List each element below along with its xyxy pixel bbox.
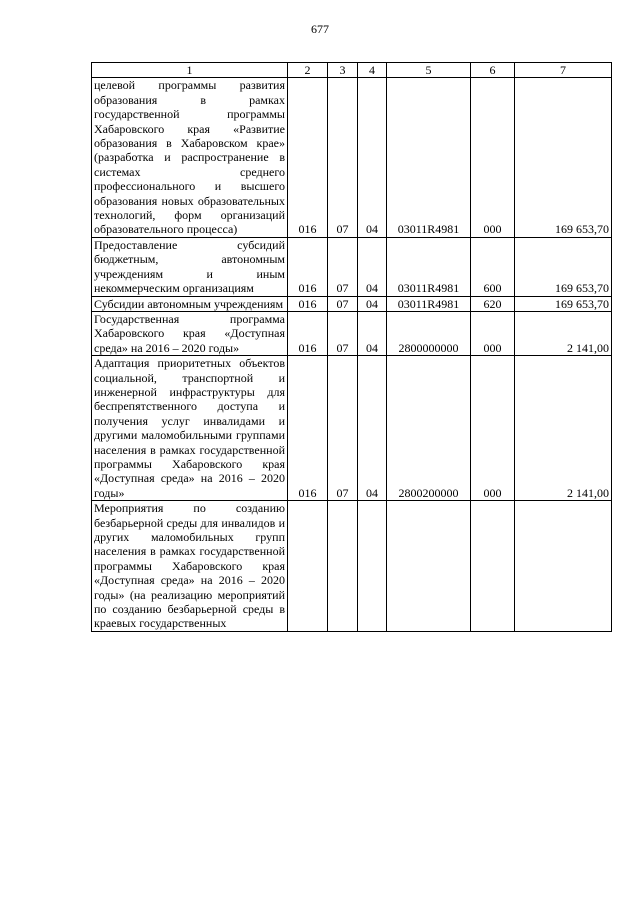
row-code-section: 07 bbox=[328, 296, 358, 311]
row-code-section: 07 bbox=[328, 237, 358, 296]
row-code-expense-type: 620 bbox=[471, 296, 515, 311]
row-code-target: 03011R4981 bbox=[387, 78, 471, 237]
row-code-subsection: 04 bbox=[358, 78, 387, 237]
page-number: 677 bbox=[311, 22, 329, 36]
budget-table bbox=[91, 62, 612, 632]
row-code-expense-type: 600 bbox=[471, 237, 515, 296]
row-name: Субсидии автономным учреждениям bbox=[92, 296, 288, 311]
header-col-7: 7 bbox=[515, 63, 612, 78]
table-row bbox=[92, 501, 612, 632]
row-code-target: 2800200000 bbox=[387, 356, 471, 501]
row-code-expense-type: 000 bbox=[471, 78, 515, 237]
header-col-6: 6 bbox=[471, 63, 515, 78]
row-code-subsection bbox=[358, 501, 387, 632]
row-code-target: 2800000000 bbox=[387, 311, 471, 355]
row-code-ministry: 016 bbox=[288, 237, 328, 296]
row-code-target bbox=[387, 501, 471, 632]
row-code-section: 07 bbox=[328, 311, 358, 355]
table-row bbox=[92, 356, 612, 501]
header-row bbox=[92, 63, 612, 78]
table-row bbox=[92, 296, 612, 311]
row-amount: 2 141,00 bbox=[515, 356, 612, 501]
row-code-subsection: 04 bbox=[358, 356, 387, 501]
row-code-subsection: 04 bbox=[358, 296, 387, 311]
row-code-expense-type: 000 bbox=[471, 356, 515, 501]
row-amount: 169 653,70 bbox=[515, 78, 612, 237]
row-code-section: 07 bbox=[328, 356, 358, 501]
row-code-ministry: 016 bbox=[288, 78, 328, 237]
table-row bbox=[92, 78, 612, 237]
row-name: целевой программы развития образования в рамках государственной программы Хабаровского края «Развитие образования в Хабаровском крае» (разработка и распространение в системах среднего профессионального и высшего образования новых образовательных технологий, форм организаций образовательного процесса) bbox=[92, 78, 288, 237]
row-amount: 2 141,00 bbox=[515, 311, 612, 355]
table-row bbox=[92, 237, 612, 296]
row-amount bbox=[515, 501, 612, 632]
row-code-ministry: 016 bbox=[288, 311, 328, 355]
row-name: Государственная программа Хабаровского края «Доступная среда» на 2016 – 2020 годы» bbox=[92, 311, 288, 355]
row-amount: 169 653,70 bbox=[515, 296, 612, 311]
row-code-expense-type bbox=[471, 501, 515, 632]
row-code-subsection: 04 bbox=[358, 311, 387, 355]
header-col-2: 2 bbox=[288, 63, 328, 78]
row-code-ministry: 016 bbox=[288, 296, 328, 311]
row-code-target: 03011R4981 bbox=[387, 237, 471, 296]
row-code-section: 07 bbox=[328, 78, 358, 237]
header-col-4: 4 bbox=[358, 63, 387, 78]
row-name: Адаптация приоритетных объектов социальной, транспортной и инженерной инфраструктуры для беспрепятственного доступа и получения услуг инвалидами и другими маломобильными группами населения в рамках государственной программы Хабаровского края «Доступная среда» на 2016 – 2020 годы» bbox=[92, 356, 288, 501]
row-name: Мероприятия по созданию безбарьерной среды для инвалидов и других маломобильных групп населения в рамках государственной программы Хабаровского края «Доступная среда» на 2016 – 2020 годы» (на реализацию мероприятий по созданию безбарьерной среды в краевых государственных bbox=[92, 501, 288, 632]
header-col-1: 1 bbox=[92, 63, 288, 78]
row-code-ministry bbox=[288, 501, 328, 632]
header-col-3: 3 bbox=[328, 63, 358, 78]
row-code-subsection: 04 bbox=[358, 237, 387, 296]
row-code-ministry: 016 bbox=[288, 356, 328, 501]
row-code-target: 03011R4981 bbox=[387, 296, 471, 311]
row-amount: 169 653,70 bbox=[515, 237, 612, 296]
table-row bbox=[92, 311, 612, 355]
row-name: Предоставление субсидий бюджетным, автономным учреждениям и иным некоммерческим организациям bbox=[92, 237, 288, 296]
row-code-section bbox=[328, 501, 358, 632]
row-code-expense-type: 000 bbox=[471, 311, 515, 355]
header-col-5: 5 bbox=[387, 63, 471, 78]
